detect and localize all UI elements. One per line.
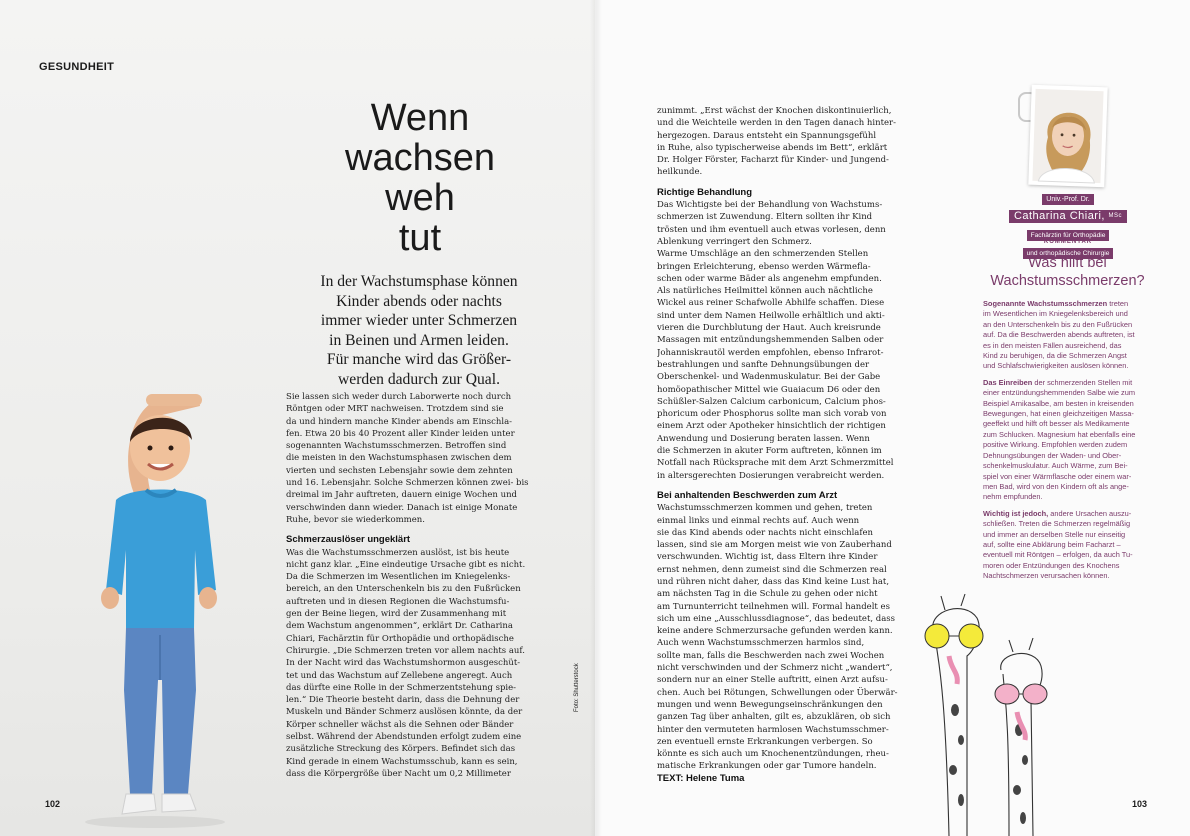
body-line: sind unter dem Namen Heilwolle erhältlich und akti-: [657, 310, 885, 321]
body-line: einem Arzt oder Apotheker hinsichtlich der richtigen: [657, 421, 886, 432]
comment-line: positive Wirkung. Empfohlen werden zudem: [983, 440, 1128, 450]
lead-line: immer wieder unter Schmerzen: [320, 312, 518, 329]
lead-line: in Beinen und Armen leiden.: [329, 331, 509, 349]
body-line: Notfall nach Rücksprache mit dem Arzt Schmerzmittel: [657, 458, 894, 469]
comment-text-fragment: treten: [1107, 299, 1129, 308]
body-line: tet und das Wachstum auf Zellebene angeregt. Auch: [286, 670, 513, 681]
body-line: hinter den vermuteten harmlosen Wachstumsschmer-: [657, 724, 889, 735]
body-line: und rühren nicht daher, dass das Kind keine Lust hat,: [657, 576, 890, 587]
body-line: sondern nur an einer Stelle auftritt, einen Arzt aufsu-: [657, 675, 888, 686]
body-line: am nächsten Tag in die Schule zu gehen oder nicht: [657, 589, 878, 600]
body-line: Das Wichtigste bei der Behandlung von Wachstums-: [657, 200, 883, 211]
body-line: Chirurgie. „Die Schmerzen treten vor allem nachts auf.: [286, 645, 525, 656]
lead-line: Für manche wird das Größer-: [326, 351, 512, 368]
comment-line: auf. Da die Beschwerden abends auftreten, ist: [983, 330, 1135, 340]
author-badge: Univ.-Prof. Dr. Catharina Chiari, $^{MSc}$ Fachärztin für Orthopädie und orthopädische Chirurgie: [1000, 188, 1136, 260]
body-line: zen eventuell ernste Erkrankungen verbergen. So: [657, 736, 873, 747]
gutter: [590, 0, 602, 836]
body-line: keine andere Schmerzursache gefunden werden kann.: [657, 626, 893, 637]
body-line: Kind gerade in einem Wachstumsschub, kann es sein,: [286, 756, 518, 767]
headline-line: weh: [385, 177, 455, 219]
comment-line: Dehnungsübungen der Waden- und Ober-: [983, 450, 1122, 460]
body-line: sie das Kind abends oder nachts nicht einschlafen: [657, 527, 874, 538]
comment-line: eventuell mit Röntgen – erfolgen, da auch Tu-: [983, 550, 1133, 560]
body-line: und 16. Lebensjahr. Solche Schmerzen können zwei- bis: [286, 478, 529, 489]
comment-kicker: KOMMENTAR: [1043, 239, 1093, 245]
body-line: Da die Schmerzen im Wesentlichen im Kniegelenks-: [286, 572, 511, 583]
body-line: selbst. Während der Abendstunden erfolgt zudem eine: [286, 732, 522, 743]
comment-text: [983, 299, 1151, 582]
body-line: einmal links und einmal rechts auf. Auch wenn: [657, 515, 860, 526]
author-portrait: [1028, 85, 1107, 188]
lead-line: werden dadurch zur Qual.: [338, 370, 500, 388]
body-column-2: [657, 105, 905, 785]
author-role: Fachärztin für Orthopädie: [1027, 230, 1110, 241]
page-number-left: 102: [45, 799, 61, 809]
comment-line: und Schlafschwierigkeiten auslösen können.: [983, 361, 1129, 371]
body-line: zunimmt. „Erst wächst der Knochen diskontinuierlich,: [657, 106, 892, 116]
body-line: sollte man, falls die Beschwerden nach zwei Wochen: [657, 650, 885, 661]
body-line: am Turnunterricht teilnehmen will. Formal handelt es: [657, 601, 890, 612]
comment-line: im Wesentlichen im Kniegelenksbereich und: [983, 309, 1128, 319]
comment-title: [980, 254, 1155, 290]
lead-line: Kinder abends oder nachts: [336, 292, 502, 310]
body-line: heilkunde.: [657, 167, 703, 178]
comment-line: schenkelmuskulatur. Auch Wärme, zum Bei-: [983, 461, 1128, 471]
child-measuring-photo: [80, 390, 260, 830]
body-line: [657, 179, 905, 187]
body-line: die Schmerzen in akuter Form auftreten, können im: [657, 446, 882, 457]
body-line: homöopathischer Mittel wie Guaiacum D6 oder den: [657, 384, 881, 395]
body-line: da und hindern manche Kinder abends am Einschla-: [286, 416, 513, 427]
section-label: GESUNDHEIT: [39, 61, 115, 73]
body-line: ganzen Tag über anhalten, gilt es, abzuklären, ob sich: [657, 712, 891, 723]
body-line: mungen und wenn Bewegungseinschränkungen den: [657, 699, 883, 710]
author-title: Univ.-Prof. Dr.: [1042, 194, 1093, 205]
body-line: Ruhe, bevor sie wiederkommen.: [286, 514, 425, 525]
photo-credit: Foto: Shutterstock: [574, 663, 580, 712]
subheading: TEXT: Helene Tuma: [657, 772, 745, 784]
body-line: In der Nacht wird das Wachstumshormon ausgeschüt-: [286, 658, 521, 669]
body-line: vieren die Durchblutung der Haut. Auch kreisrunde: [657, 323, 881, 334]
body-line: Warme Umschläge an den schmerzenden Stellen: [657, 249, 869, 260]
body-line: trösten und ihm eventuell auch etwas vorlesen, denn: [657, 224, 886, 235]
body-line: phoricum oder Phosphorus sollte man sich vorab von: [657, 409, 887, 420]
body-line: hergezogen. Daraus entsteht ein Spannungsgefühl: [657, 130, 877, 141]
body-line: könnte es sich auch um Knochenentzündungen, rheu-: [657, 749, 889, 760]
comment-line: geeffekt und hilft oft besser als Medikamente: [983, 419, 1130, 429]
body-line: verschwunden. Wichtig ist, dass Eltern ihre Kinder: [657, 552, 878, 563]
comment-line: [983, 378, 1151, 388]
body-line: Schüßler-Salzen Calcium carbonicum, Calcium phos-: [657, 396, 886, 407]
author-suffix: MSc: [1108, 213, 1123, 219]
body-line: Auch wenn Wachstumsschmerzen harmlos sind,: [657, 638, 865, 649]
body-line: Was die Wachstumsschmerzen auslöst, ist bis heute: [286, 547, 510, 558]
subheading: Schmerzauslöser ungeklärt: [286, 534, 411, 546]
body-line: auftreten und in diesen Regionen die Wachstumsfu-: [286, 596, 510, 607]
body-line: Muskeln und Bänder Schmerz auslösen könnte, da der: [286, 707, 523, 718]
body-line: chen. Auch bei Rötungen, Schwellungen oder Überwär-: [657, 687, 898, 698]
body-line: und die Weichteile werden in den Tagen danach hinter-: [657, 118, 896, 129]
body-line: [286, 526, 544, 534]
body-line: Oberschenkel- und Wadenmuskulatur. Bei der Gabe: [657, 372, 881, 383]
subheading: Richtige Behandlung: [657, 186, 752, 198]
comment-line: zum Schlucken. Magnesium hat ebenfalls eine: [983, 429, 1136, 439]
comment-title-line: Was hilft bei: [1028, 255, 1107, 271]
author-role: und orthopädische Chirurgie: [1023, 248, 1114, 259]
body-line: das dürfte eine Rolle in der Schmerzentstehung spie-: [286, 682, 517, 693]
comment-line: an den Unterschenkeln bis zu den Fußrücken: [983, 319, 1133, 329]
body-line: lassen, sind sie am Morgen meist wie von Zauberhand: [657, 540, 892, 551]
body-line: Sie lassen sich weder durch Laborwerte noch durch: [286, 392, 512, 402]
giraffe-illustration: [905, 590, 1085, 836]
body-line: Johanniskrautöl werden empfohlen, ebenso Infrarot-: [657, 347, 884, 358]
body-line: bereich, an den Unterschenkeln bis zu den Fußrücken: [286, 584, 521, 595]
headline-line: Wenn: [370, 97, 470, 139]
comment-line: schließen. Treten die Schmerzen regelmäßig: [983, 519, 1131, 529]
body-line: bestrahlungen und sanfte Dehnungsübungen der: [657, 359, 870, 370]
body-line: die meisten in den Wachstumsphasen zwischen dem: [286, 453, 512, 464]
comment-line: es in den meisten Fällen ausreichend, das: [983, 340, 1122, 350]
body-line: ernst nehmen, denn zumeist sind die Schmerzen real: [657, 564, 887, 575]
author-name: Catharina Chiari: [1013, 210, 1102, 222]
body-line: [657, 482, 905, 490]
comment-text-fragment: andere Ursachen auszu-: [1048, 508, 1132, 518]
comment-line: nehm empfunden.: [983, 492, 1043, 502]
comment-line: men Bad, wird von den Kindern oft als ange-: [983, 481, 1129, 491]
body-line: dass die Körpergröße über Nacht um 0,2 Millimeter: [286, 768, 511, 779]
lead-paragraph: [288, 272, 550, 389]
headline-line: tut: [398, 217, 442, 259]
body-line: sich um eine „Ausschlussdiagnose“, das bedeutet, dass: [657, 613, 895, 624]
comment-lead: Wichtig ist jedoch,: [983, 508, 1049, 518]
comment-line: [983, 299, 1151, 309]
body-line: gen der Beine liegen, wird der Zusammenhang mit: [286, 609, 507, 620]
body-line: len.“ Die Theorie besteht darin, dass die Dehnung der: [286, 695, 520, 706]
comment-line: Nachtschmerzen verursachen können.: [983, 571, 1110, 581]
body-line: Wickel aus reiner Schafwolle Abhilfe schaffen. Diese: [657, 298, 885, 309]
body-line: Körper schneller wächst als die Sehnen oder Bänder: [286, 719, 514, 730]
body-line: in altersgerechten Dosierungen verabreicht werden.: [657, 470, 885, 481]
comment-lead: Das Einreiben: [983, 377, 1033, 387]
headline: [300, 98, 540, 258]
comment-line: Beispiel Arnikasalbe, am besten in kreisenden: [983, 398, 1134, 408]
body-line: Dr. Holger Förster, Facharzt für Kinder- und Jungend-: [657, 155, 889, 166]
comment-line: Kind zu beruhigen, da die Schmerzen Angst: [983, 351, 1127, 361]
body-line: schen oder warme Bäder als angenehm empfunden.: [657, 273, 882, 284]
body-line: Ablenkung verringert den Schmerz.: [657, 236, 812, 247]
body-line: Wachstumsschmerzen kommen und gehen, treten: [657, 503, 873, 514]
body-line: vierten und sechsten Lebensjahr sowie dem zehnten: [286, 465, 513, 476]
body-line: fen. Etwa 20 bis 40 Prozent aller Kinder leiden unter: [286, 428, 515, 439]
body-line: nicht ganz klar. „Eine eindeutige Ursache gibt es nicht.: [286, 559, 526, 570]
body-line: nicht verschwinden und der Schmerz nicht „wandert“,: [657, 663, 893, 674]
body-line: dem Wachstum angenommen“, erklärt Dr. Catharina: [286, 621, 513, 632]
body-line: zusätzliche Streckung des Körpers. Befindet sich das: [286, 744, 516, 755]
body-line: schmerzen ist Zuwendung. Eltern sollten ihr Kind: [657, 212, 873, 223]
body-column-1: [286, 391, 544, 780]
subheading: Bei anhaltenden Beschwerden zum Arzt: [657, 489, 838, 501]
body-line: sogenannten Wachstumsschmerzen. Betroffen sind: [286, 441, 507, 452]
comment-line: Bewegungen, hat einen gleichzeitigen Massa-: [983, 409, 1134, 419]
comment-text-fragment: der schmerzenden Stellen mit: [1032, 377, 1133, 387]
comment-title-line: Wachstumsschmerzen?: [990, 273, 1145, 289]
body-line: in Ruhe, also typischerweise abends im Bett“, erklärt: [657, 142, 888, 153]
body-line: Massagen mit entzündungshemmenden Salben oder: [657, 335, 884, 346]
comment-line: spiel von einer Wärmflasche oder einem war-: [983, 471, 1132, 481]
comment-lead: Sogenannte Wachstumsschmerzen: [983, 299, 1108, 308]
headline-line: wachsen: [345, 137, 495, 179]
body-line: dreimal im Jahr auftreten, dauern einige Wochen und: [286, 490, 517, 501]
comment-line: auf, sollte eine Abklärung beim Facharzt –: [983, 539, 1121, 549]
comment-line: [983, 509, 1151, 519]
comment-line: einer entzündungshemmenden Salbe wie zum: [983, 388, 1136, 398]
body-line: bringen Erleichterung, ebenso werden Wärmefla-: [657, 261, 871, 272]
comment-line: und immer an derselben Stelle nur einseitig: [983, 529, 1126, 539]
lead-line: In der Wachstumsphase können: [320, 273, 518, 290]
page-number-right: 103: [1132, 799, 1148, 809]
body-line: matische Erkrankungen oder gar Tumore handeln.: [657, 761, 877, 772]
comment-line: moren oder Entzündungen des Knochens: [983, 560, 1120, 570]
body-line: Chiari, Fachärztin für Orthopädie und orthopädische: [286, 633, 514, 644]
body-line: verschwinden dann wieder. Danach ist einige Monate: [286, 502, 518, 513]
body-line: Anwendung und Dosierung beraten lassen. Wenn: [657, 433, 870, 444]
body-line: Als natürliches Heilmittel können auch nächtliche: [657, 286, 873, 297]
body-line: Röntgen oder MRT nachweisen. Trotzdem sind sie: [286, 404, 504, 415]
